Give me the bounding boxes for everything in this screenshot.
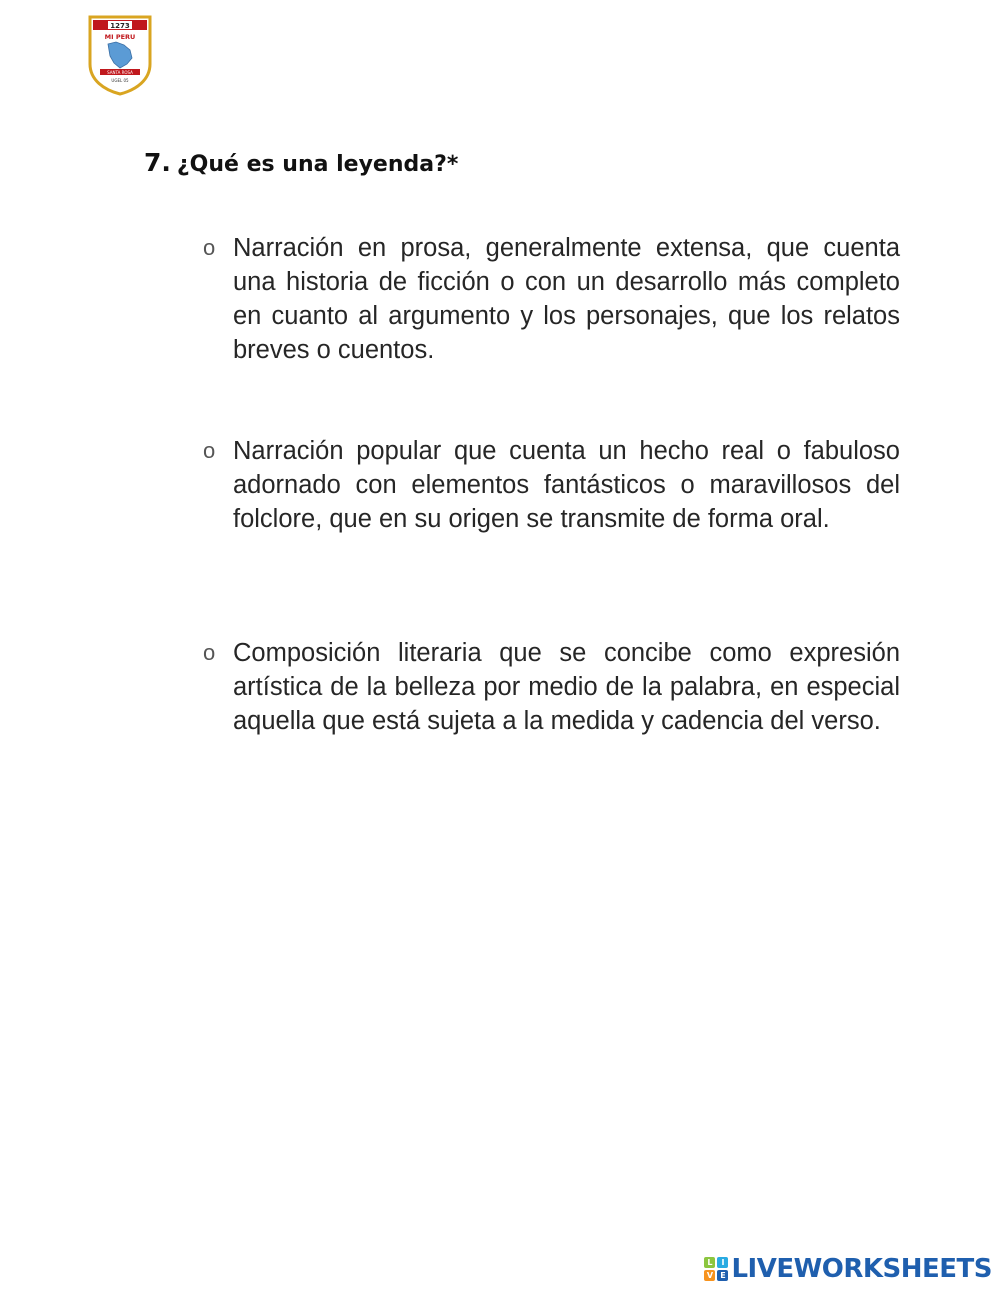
- school-crest-logo: [86, 14, 154, 96]
- radio-circle-icon[interactable]: o: [203, 438, 216, 463]
- answer-option-text: Composición literaria que se concibe como expresión artística de la belleza por medio de la palabra, en especial aquella que está sujeta a la medida y cadencia del verso.: [233, 639, 900, 735]
- answer-option-text: Narración popular que cuenta un hecho real o fabuloso adornado con elementos fantásticos o maravillosos del folclore, que en su origen se transmite de forma oral.: [233, 437, 900, 533]
- question-heading: [144, 148, 458, 177]
- brand-letter: E: [717, 1270, 728, 1281]
- brand-letter: L: [704, 1257, 715, 1268]
- answer-option-text: Narración en prosa, generalmente extensa, que cuenta una historia de ficción o con un desarrollo más completo en cuanto al argumento y los personajes, que los relatos breves o cuentos.: [233, 234, 900, 364]
- crest-district: SANTA ROSA: [107, 70, 133, 75]
- radio-circle-icon[interactable]: o: [203, 235, 216, 260]
- brand-name: LIVEWORKSHEETS: [731, 1254, 992, 1284]
- brand-letter: V: [704, 1270, 715, 1281]
- liveworksheets-brand[interactable]: [704, 1254, 992, 1284]
- question-number: 7.: [144, 148, 171, 177]
- answer-option-1[interactable]: [203, 231, 900, 367]
- crest-number: 1273: [110, 22, 130, 30]
- brand-letter: I: [717, 1257, 728, 1268]
- radio-circle-icon[interactable]: o: [203, 640, 216, 665]
- liveworksheets-logo-icon: [704, 1257, 728, 1281]
- answer-option-3[interactable]: [203, 636, 900, 738]
- crest-ugel: UGEL 05: [111, 78, 129, 83]
- crest-icon: [86, 14, 154, 96]
- crest-name: MI PERU: [104, 33, 136, 41]
- question-text: ¿Qué es una leyenda?*: [176, 152, 459, 177]
- answer-option-2[interactable]: [203, 434, 900, 536]
